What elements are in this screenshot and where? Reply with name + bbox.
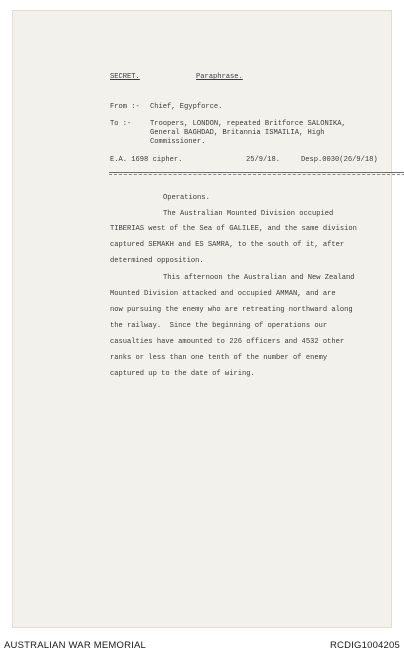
to-line: Commissioner. [150, 138, 206, 146]
body-line: This afternoon the Australian and New Zealand [163, 274, 355, 282]
body-line: casualties have amounted to 226 officers and 4532 other [110, 338, 345, 346]
from-label: From :- [110, 103, 140, 111]
paraphrase-heading: Paraphrase. [196, 73, 243, 81]
body-line: the railway. Since the beginning of operations our [110, 322, 328, 330]
separator-line [109, 172, 404, 173]
body-line: TIBERIAS west of the Sea of GALILEE, and the same division [110, 225, 357, 233]
body-line: captured up to the date of wiring. [110, 370, 255, 378]
body-line: determined opposition. [110, 257, 204, 265]
document-page [12, 10, 392, 628]
to-label: To :- [110, 120, 132, 128]
archive-name: AUSTRALIAN WAR MEMORIAL [4, 640, 147, 651]
body-line: ranks or less than one tenth of the number of enemy [110, 354, 328, 362]
record-id: RCDIG1004205 [330, 640, 400, 651]
to-line: General BAGHDAD, Britannia ISMAILIA, High [150, 129, 325, 137]
despatch-reference: Desp.0030(26/9/18) [301, 156, 378, 164]
body-line: Operations. [163, 194, 210, 202]
body-line: now pursuing the enemy who are retreating northward along [110, 306, 353, 314]
separator-line [109, 174, 404, 175]
body-line: The Australian Mounted Division occupied [163, 210, 334, 218]
body-line: Mounted Division attacked and occupied AMMAN, and are [110, 290, 336, 298]
archive-footer [0, 630, 404, 654]
message-date: 25/9/18. [246, 156, 281, 164]
security-classification: SECRET. [110, 73, 140, 81]
to-line: Troopers, LONDON, repeated Britforce SALONIKA, [150, 120, 346, 128]
body-line: captured SEMAKH and ES SAMRA, to the south of it, after [110, 241, 345, 249]
cipher-reference: E.A. 1698 cipher. [110, 156, 183, 164]
from-value: Chief, Egypforce. [150, 103, 223, 111]
